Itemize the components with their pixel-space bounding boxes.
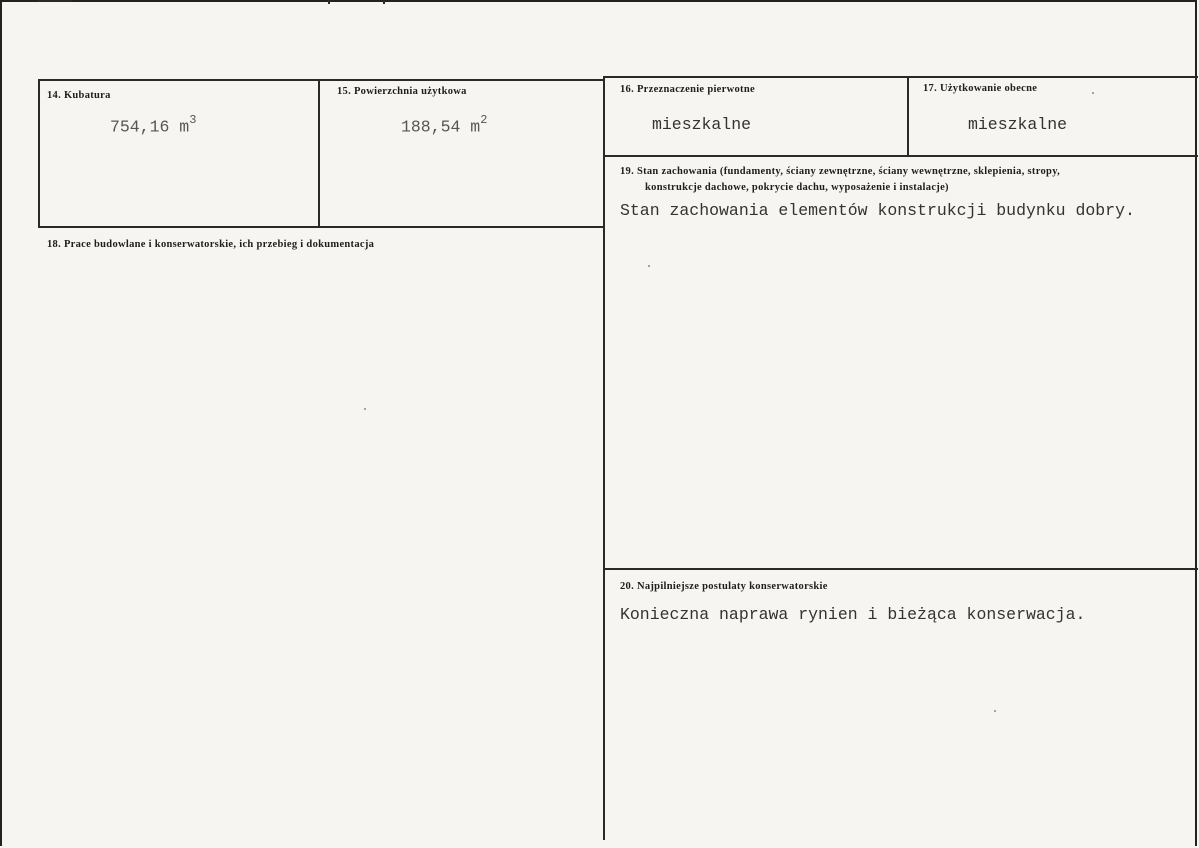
top-edge-mark — [328, 0, 330, 4]
przeznaczenie-label: 16. Przeznaczenie pierwotne — [620, 84, 755, 95]
kubatura-label: 14. Kubatura — [47, 90, 111, 101]
ink-speck — [994, 710, 996, 712]
prace-budowlane-label: 18. Prace budowlane i konserwatorskie, ich przebieg i dokumentacja — [47, 239, 375, 250]
top-edge-mark — [38, 0, 72, 2]
postulaty-value: Konieczna naprawa rynien i bieżąca konserwacja. — [620, 605, 1086, 624]
grid-line-left-mid — [38, 226, 605, 228]
powierzchnia-label: 15. Powierzchnia użytkowa — [337, 86, 467, 97]
uzytkowanie-label: 17. Użytkowanie obecne — [923, 83, 1038, 94]
stan-zachowania-label-line2: konstrukcje dachowe, pokrycie dachu, wyposażenie i instalacje) — [645, 182, 949, 193]
ink-speck — [648, 265, 650, 267]
powierzchnia-number: 188,54 m — [401, 117, 481, 137]
stan-zachowania-label-line1: 19. Stan zachowania (fundamenty, ściany zewnętrzne, ściany wewnętrzne, sklepienia, stropy, — [620, 166, 1061, 177]
przeznaczenie-value: mieszkalne — [652, 115, 752, 134]
kubatura-value — [110, 115, 196, 137]
grid-line-top-right — [604, 76, 1198, 78]
postulaty-label: 20. Najpilniejsze postulaty konserwatorskie — [620, 581, 828, 592]
grid-line-vert-center — [603, 76, 605, 840]
grid-line-vert-1 — [38, 79, 40, 228]
ink-speck — [1092, 92, 1094, 94]
grid-line-right-mid — [604, 155, 1198, 157]
uzytkowanie-value: mieszkalne — [968, 115, 1068, 134]
kubatura-exponent: 3 — [189, 113, 197, 127]
grid-line-vert-4 — [907, 76, 909, 156]
stan-zachowania-value: Stan zachowania elementów konstrukcji budynku dobry. — [620, 201, 1135, 220]
ink-speck — [364, 408, 366, 410]
powierzchnia-value — [401, 115, 487, 137]
grid-line-top — [38, 79, 605, 81]
kubatura-number: 754,16 m — [110, 117, 190, 137]
grid-line-right-lower — [604, 568, 1198, 570]
top-edge-mark — [383, 0, 385, 4]
powierzchnia-exponent: 2 — [480, 113, 488, 127]
grid-line-vert-2 — [318, 79, 320, 228]
